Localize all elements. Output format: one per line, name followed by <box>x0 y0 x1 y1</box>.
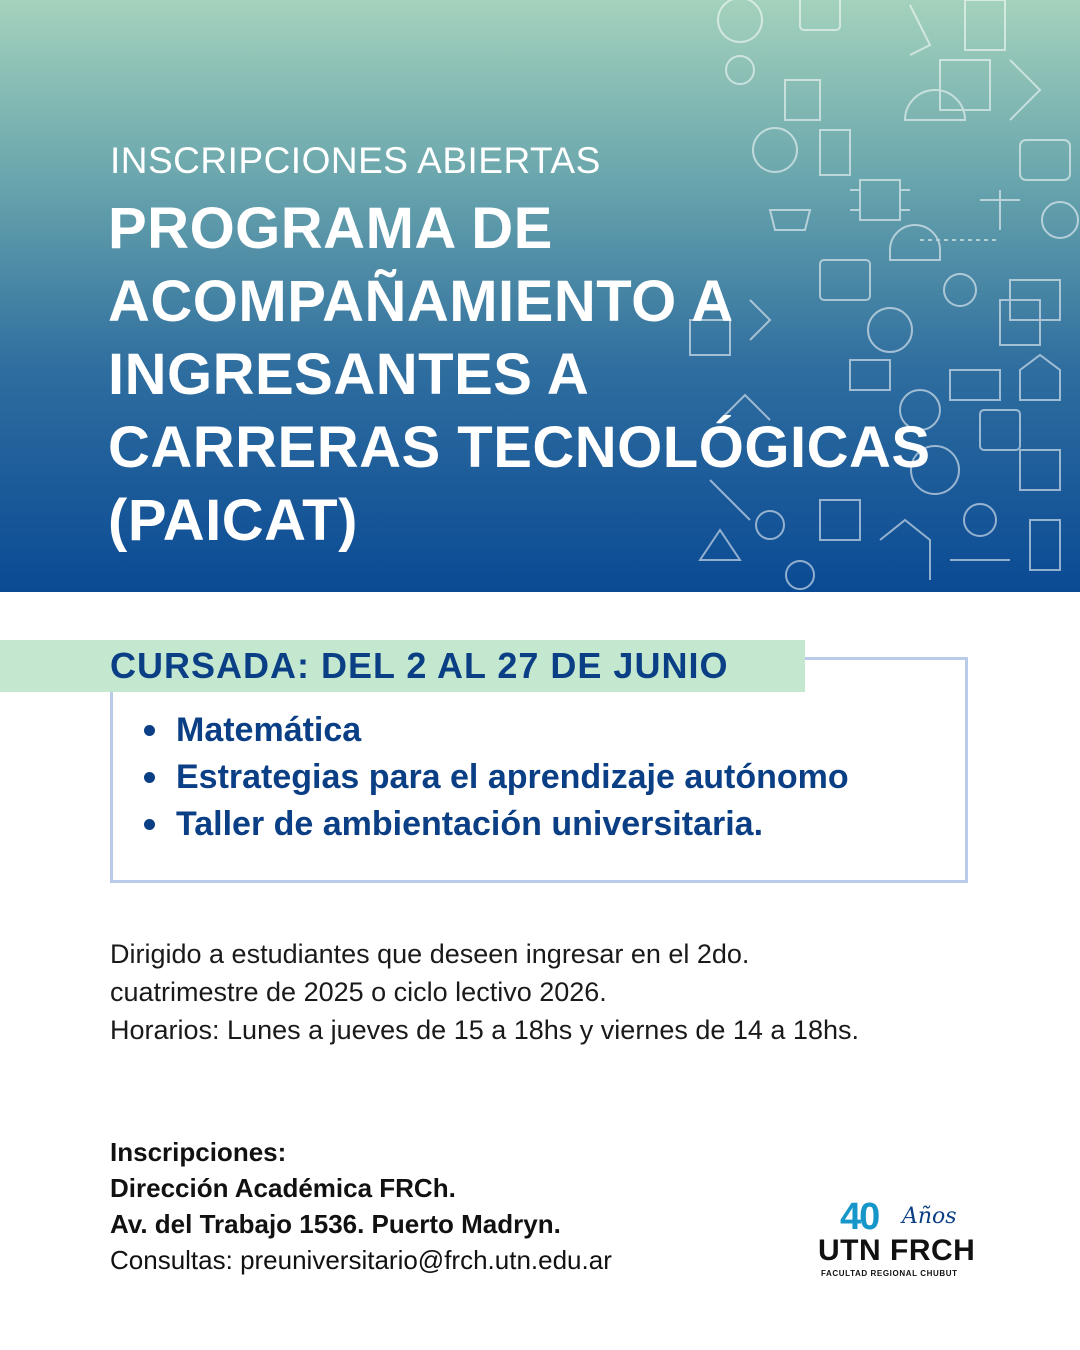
list-item <box>140 707 849 754</box>
title-line: ACOMPAÑAMIENTO A <box>108 269 734 334</box>
title-line: (PAICAT) <box>108 488 358 553</box>
registration-open-kicker: INSCRIPCIONES ABIERTAS <box>110 140 601 181</box>
logo-forty: 40 <box>840 1196 879 1238</box>
contact-block <box>110 1134 612 1278</box>
list-item <box>140 754 849 801</box>
contact-email-line: Consultas: preuniversitario@frch.utn.edu.ar <box>110 1245 612 1275</box>
utn-frch-logo <box>818 1196 978 1280</box>
bullet-icon <box>144 772 155 783</box>
logo-anios: Años <box>902 1204 957 1229</box>
info-line: Dirigido a estudiantes que deseen ingresar en el 2do. <box>110 939 750 969</box>
bullet-icon <box>144 819 155 830</box>
logo-name: UTN FRCH <box>818 1234 976 1267</box>
program-title <box>108 192 1058 557</box>
title-line: PROGRAMA DE <box>108 196 553 261</box>
contact-office: Dirección Académica FRCh. <box>110 1173 456 1203</box>
course-dates-label: CURSADA: DEL 2 AL 27 DE JUNIO <box>110 645 729 686</box>
topics-list <box>140 707 849 848</box>
title-line: CARRERAS TECNOLÓGICAS <box>108 415 931 480</box>
audience-and-schedule <box>110 935 859 1049</box>
list-item <box>140 801 849 848</box>
hero-banner <box>0 0 1080 592</box>
logo-subtitle: FACULTAD REGIONAL CHUBUT <box>821 1269 958 1278</box>
info-line: Horarios: Lunes a jueves de 15 a 18hs y viernes de 14 a 18hs. <box>110 1015 859 1045</box>
contact-address: Av. del Trabajo 1536. Puerto Madryn. <box>110 1209 561 1239</box>
title-line: INGRESANTES A <box>108 342 590 407</box>
contact-heading: Inscripciones: <box>110 1137 287 1167</box>
topic-label: Matemática <box>176 711 362 749</box>
info-line: cuatrimestre de 2025 o ciclo lectivo 2026. <box>110 977 607 1007</box>
bullet-icon <box>144 725 155 736</box>
topic-label: Estrategias para el aprendizaje autónomo <box>176 758 849 796</box>
topic-label: Taller de ambientación universitaria. <box>176 805 764 843</box>
